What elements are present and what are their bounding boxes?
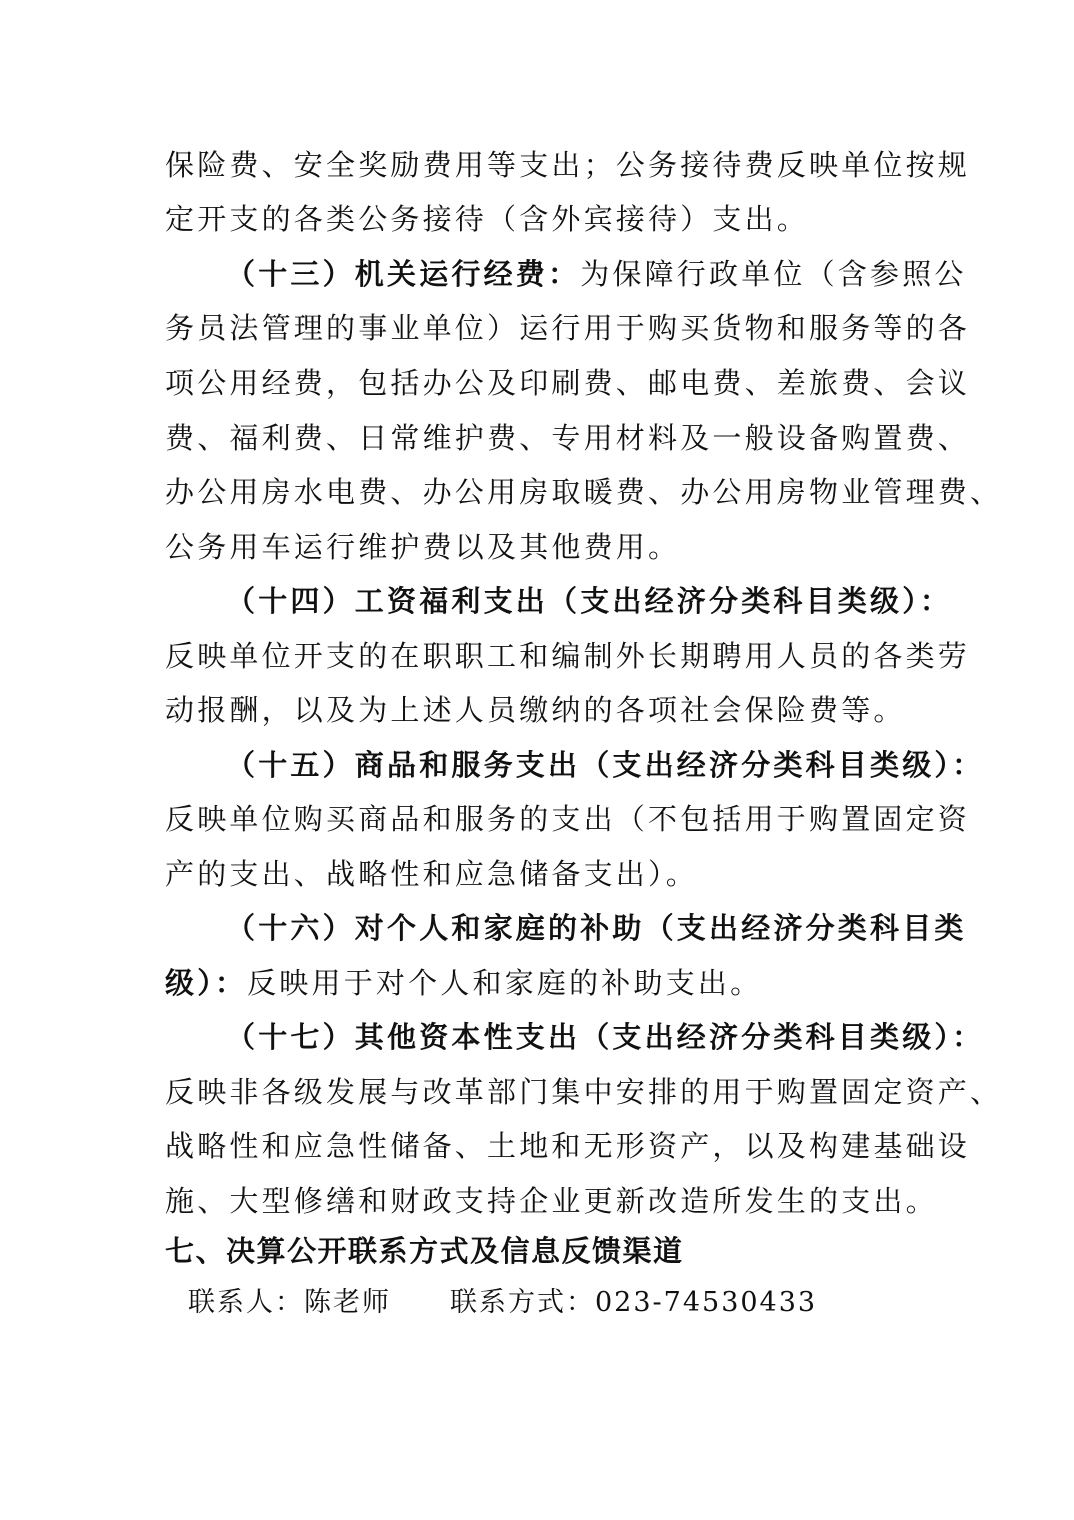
item-15-line-2: 反映单位购买商品和服务的支出（不包括用于购置固定资 [165,802,971,836]
item-15-line-3: 产的支出、战略性和应急储备支出）。 [165,857,698,891]
item-14-line-3: 动报酬，以及为上述人员缴纳的各项社会保险费等。 [165,693,906,727]
item-16-line-2-text: 反映用于对个人和家庭的补助支出。 [247,966,763,1000]
contact-method: 联系方式：023-74530433 [450,1287,818,1318]
item-16-title: （十六）对个人和家庭的补助（支出经济分类科目类 [226,911,967,945]
item-14-title: （十四）工资福利支出（支出经济分类科目类级）： [226,584,953,618]
item-17-line-2: 反映非各级发展与改革部门集中安排的用于购置固定资产、 [165,1075,1003,1109]
item-13-line-4: 费、福利费、日常维护费、专用材料及一般设备购置费、 [165,421,971,455]
intro-line-2: 定开支的各类公务接待（含外宾接待）支出。 [165,202,810,236]
item-13-line-2: 务员法管理的事业单位）运行用于购买货物和服务等的各 [165,311,971,345]
item-15-title: （十五）商品和服务支出（支出经济分类科目类级）： [226,748,985,782]
item-17-line-3: 战略性和应急性储备、土地和无形资产，以及构建基础设 [165,1129,971,1163]
item-13-line-5: 办公用房水电费、办公用房取暖费、办公用房物业管理费、 [165,475,1003,509]
item-13-line-1 [226,254,967,294]
section-7-heading: 七、决算公开联系方式及信息反馈渠道 [165,1234,684,1268]
item-13-line-6: 公务用车运行维护费以及其他费用。 [165,530,681,564]
item-17-title: （十七）其他资本性支出（支出经济分类科目类级）： [226,1020,985,1054]
item-13-line-1-text: 为保障行政单位（含参照公 [580,257,967,291]
intro-line-1: 保险费、安全奖励费用等支出；公务接待费反映单位按规 [165,148,971,182]
item-16-line-2 [165,963,945,1003]
item-16-title-cont: 级）： [165,966,248,1000]
item-14-line-2: 反映单位开支的在职职工和编制外长期聘用人员的各类劳 [165,639,971,673]
item-13-line-3: 项公用经费，包括办公及印刷费、邮电费、差旅费、会议 [165,366,971,400]
item-13-title: （十三）机关运行经费： [226,257,581,291]
contact-person: 联系人：陈老师 [188,1287,391,1318]
item-17-line-4: 施、大型修缮和财政支持企业更新改造所发生的支出。 [165,1184,938,1218]
